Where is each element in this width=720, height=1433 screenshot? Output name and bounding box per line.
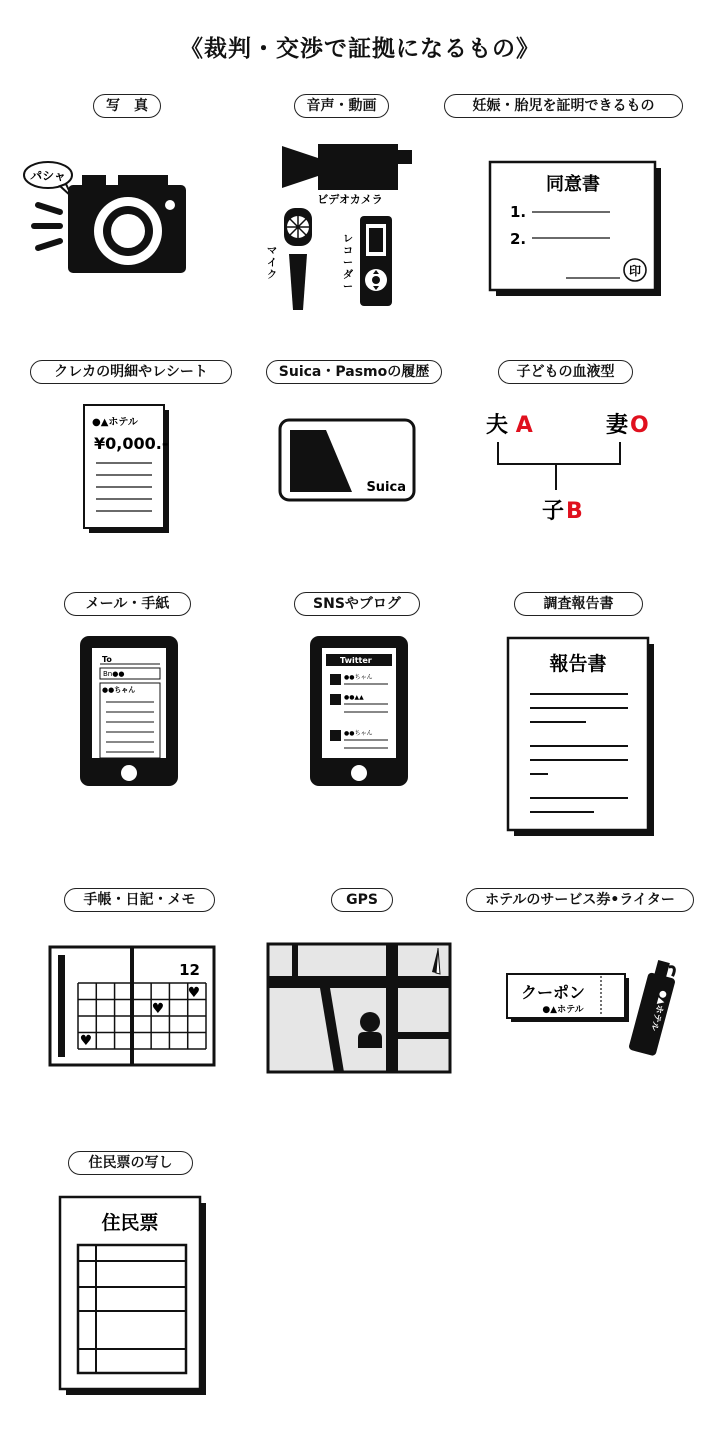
svg-text:1.: 1. <box>510 203 527 221</box>
label-photo: 写 真 <box>93 94 161 118</box>
svg-text:♥: ♥ <box>151 1001 165 1017</box>
consent-document-icon <box>488 160 663 298</box>
resident-record-icon <box>58 1195 208 1397</box>
ic-card-brand: Suica <box>366 480 406 495</box>
label-sns-blog: SNSやブログ <box>294 592 420 616</box>
wife-label: 妻 <box>606 413 629 438</box>
microphone-label: マイク <box>267 246 277 281</box>
microphone-label-text: マ <box>267 246 277 257</box>
label-hotel-coupon-lighter: ホテルのサービス券•ライター <box>466 888 694 912</box>
camera-icon <box>20 155 195 280</box>
child-label: 子 <box>542 499 565 524</box>
ic-card-icon <box>278 418 418 504</box>
svg-text:妻O <box>606 412 649 438</box>
microphone-icon <box>262 206 322 314</box>
label-pregnancy-proof: 妊娠・胎児を証明できるもの <box>444 94 683 118</box>
child-blood-type: B <box>566 499 583 524</box>
husband-blood-type: A <box>515 413 533 438</box>
wife-blood-type: O <box>630 413 649 438</box>
lighter-text: ●▲ホテル <box>648 989 669 1032</box>
svg-text:●●▲▲: ●●▲▲ <box>344 694 364 701</box>
label-credit-receipt: クレカの明細やレシート <box>30 360 232 384</box>
page-title: 《裁判・交渉で証拠になるもの》 <box>180 36 540 62</box>
planner-month: 12 <box>179 961 200 979</box>
label-mail-letter: メール・手紙 <box>64 592 191 616</box>
voice-recorder-icon <box>340 212 400 312</box>
husband-label: 夫 <box>486 413 509 438</box>
receipt-icon <box>82 403 172 535</box>
sns-app-name: Twitter <box>340 656 372 665</box>
report-document-icon <box>506 636 656 838</box>
label-investigation-report: 調査報告書 <box>514 592 643 616</box>
report-title: 報告書 <box>549 653 607 675</box>
smartphone-sns-icon <box>310 636 410 788</box>
label-resident-record: 住民票の写し <box>68 1151 193 1175</box>
planner-icon <box>48 945 218 1067</box>
resident-record-title: 住民票 <box>101 1212 159 1234</box>
receipt-amount: ¥0,000.- <box>94 434 169 453</box>
svg-text:To: To <box>102 655 112 664</box>
coupon-title: クーポン <box>520 983 586 1002</box>
label-planner-diary-memo: 手帳・日記・メモ <box>64 888 215 912</box>
lighter-icon <box>626 955 686 1060</box>
receipt-shop: ●▲ホテル <box>92 417 138 428</box>
svg-text:●●ちゃん: ●●ちゃん <box>344 730 373 737</box>
video-camera-label: ビデオカメラ <box>317 193 383 206</box>
coupon-icon <box>505 972 630 1024</box>
svg-text:♥: ♥ <box>187 985 201 1001</box>
svg-text:●●ちゃん: ●●ちゃん <box>344 674 373 681</box>
svg-text:2.: 2. <box>510 230 527 248</box>
label-gps: GPS <box>331 888 393 912</box>
blood-type-diagram <box>480 402 660 532</box>
svg-text:夫 A <box>486 413 533 438</box>
label-blood-type: 子どもの血液型 <box>498 360 633 384</box>
svg-text:♥: ♥ <box>79 1033 93 1049</box>
seal-mark: 印 <box>628 264 642 278</box>
camera-bubble-text: パシャ <box>30 169 66 183</box>
label-ic-card-history: Suica・Pasmoの履歴 <box>266 360 442 384</box>
svg-text:子B <box>542 499 583 524</box>
svg-text:●●ちゃん: ●●ちゃん <box>102 686 136 694</box>
svg-text:Bn●●: Bn●● <box>103 670 125 678</box>
label-audio-video: 音声・動画 <box>294 94 389 118</box>
svg-text:レコーダー: レコーダー <box>343 234 353 293</box>
coupon-hotel: ●▲ホテル <box>542 1005 584 1015</box>
consent-title: 同意書 <box>546 174 600 195</box>
video-camera-icon <box>280 140 420 210</box>
smartphone-mail-icon <box>80 636 180 788</box>
map-icon <box>266 942 452 1074</box>
